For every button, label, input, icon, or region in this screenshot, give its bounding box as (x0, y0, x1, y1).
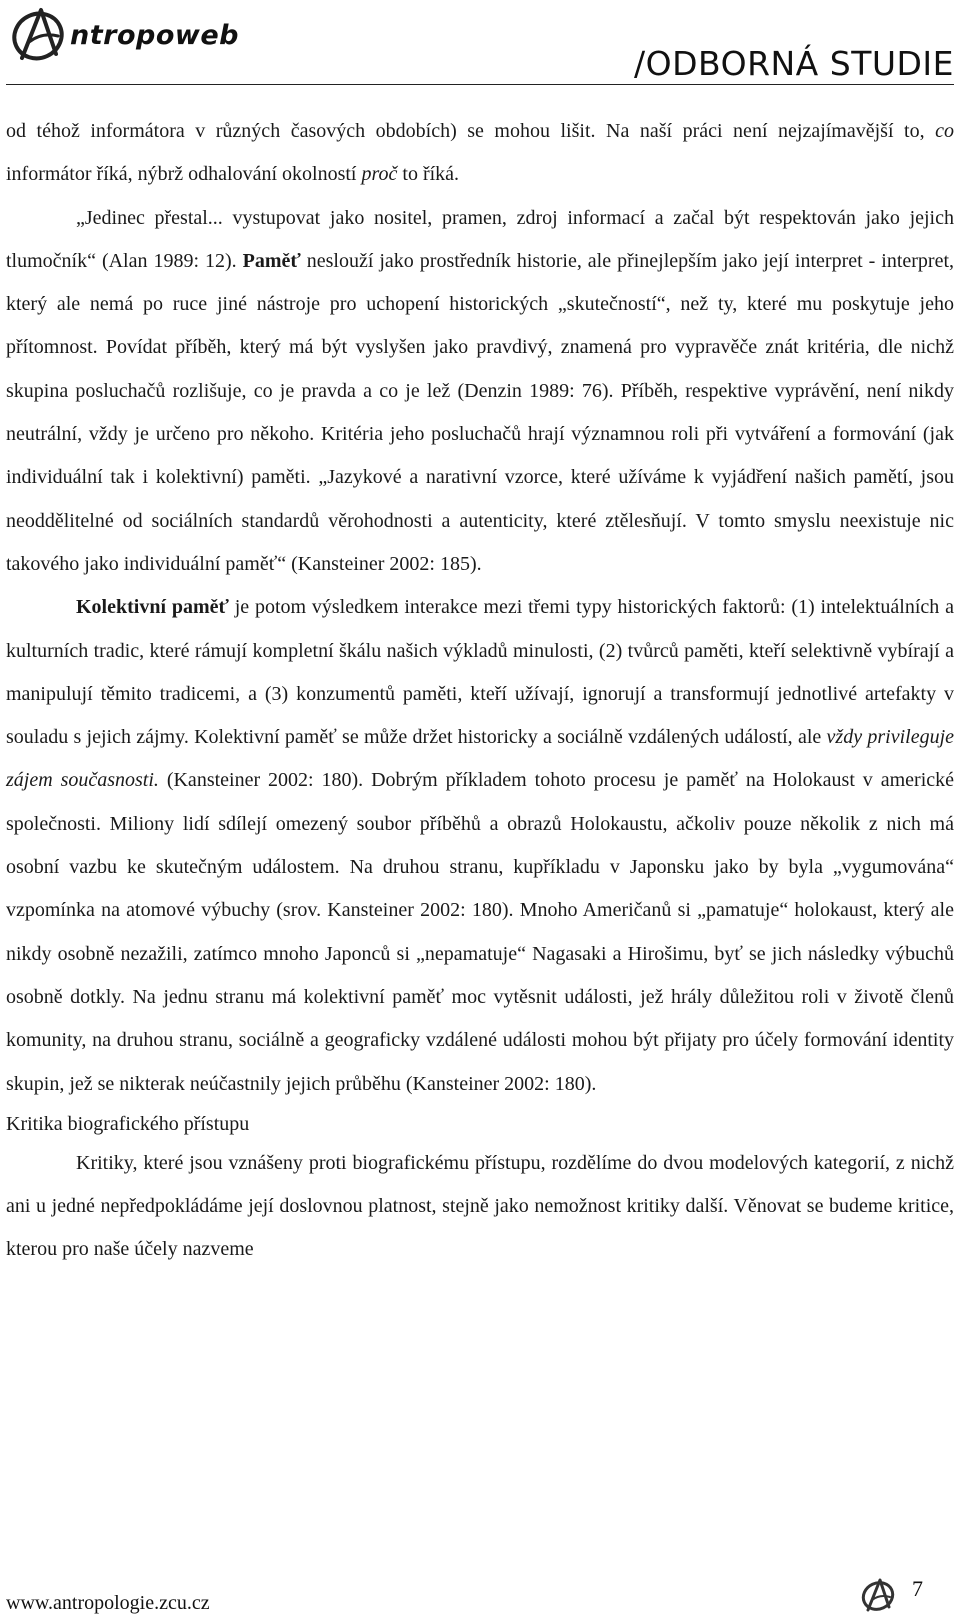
paragraph-2-text-c: neslouží jako prostředník historie, ale přinejlepším jako její interpret - interpret, který ale nemá po ruce jiné nástroje pro uchopení historických „skutečností“, než ty, které mu poskytuje jeho přítomnost. Povídat příběh, který má být vyslyšen jako pravdivý, znamená pro vypravěče znát kritéria, dle nichž skupina posluchačů rozlišuje, co je pravda a co je lež (Denzin 1989: 76). Příběh, respektive vyprávění, není nikdy neutrální, vždy je určeno pro někoho. Kritéria jeho posluchačů hrají významnou roli při vytváření a formování (jak individuální tak i kolektivní) paměti. „Jazykové a narativní vzorce, které užíváme k vyjádření našich pamětí, jsou neoddělitelné od sociálních standardů věrohodnosti a autenticity, které ztělesňují. V tomto smyslu neexistuje nic takového jako individuální paměť“ (Kansteiner 2002: 185). (6, 249, 955, 575)
term-pamet: Paměť (242, 249, 301, 272)
article-body (6, 110, 954, 1271)
emphasis-privileguje: vždy privileguje zájem současnosti. (6, 726, 954, 792)
paragraph-2-text-a: „Jedinec přestal... vystupovat jako nositel, pramen, zdroj informací a začal být respektován jako jejich tlumočník“ (Alan 1989: 12). (6, 206, 954, 272)
logo-wordmark: ntropoweb (70, 20, 239, 51)
emphasis-proc: proč (361, 163, 398, 186)
term-kolektivni-pamet: Kolektivní paměť (76, 596, 229, 619)
footer-url: www.antropologie.zcu.cz (6, 1592, 210, 1614)
paragraph-1-text-a: od téhož informátora v různých časových obdobích) se mohou lišit. Na naší práci není nejzajímavější to, (6, 120, 936, 142)
paragraph-1-text-c: informátor říká, nýbrž odhalování okolností (6, 163, 362, 186)
page-footer (0, 1520, 960, 1617)
section-heading: Kritika biografického přístupu (6, 1112, 250, 1135)
paragraph-4: Kritiky, které jsou vznášeny proti biografickému přístupu, rozdělíme do dvou modelových kategorií, z nichž ani u jedné nepředpokládáme její doslovnou platnost, stejně jako nemožnost kritiky další. Věnovat se budeme kritice, kterou pro naše účely nazveme (6, 1151, 954, 1260)
paragraph-3-text-b: je potom výsledkem interakce mezi třemi typy historických faktorů: (1) intelektuálních a kulturních tradic, které rámují kompletní škálu našich výkladů minulosti, (2) tvůrců paměti, kteří selektivně vybírají a manipulují těmito tradicemi, a (3) konzumentů paměti, kteří užívají, ignorují a transformují jednotlivé artefakty v souladu s jejich zájmy. Kolektivní paměť se může držet historicky a sociálně vzdálených událostí, ale (6, 596, 954, 749)
paragraph-1 (6, 110, 954, 197)
emphasis-co: co (935, 120, 954, 142)
page-header (0, 0, 960, 86)
section-label: /ODBORNÁ STUDIE (634, 44, 954, 83)
paragraph-3 (6, 586, 954, 1106)
paragraph-3-text-d: (Kansteiner 2002: 180). Dobrým příkladem tohoto procesu je paměť na Holokaust v americké společnosti. Miliony lidí sdílejí omezený soubor příběhů a obrazů Holokaustu, ačkoliv pouze několik z nich má osobní vazbu ke skutečným událostem. Na druhou stranu, kupříkladu v Japonsku jako by byla „vygumována“ vzpomínka na atomové výbuchy (srov. Kansteiner 2002: 180). Mnoho Američanů si „pamatuje“ holokaust, který ale nikdy osobně nezažili, zatímco mnoho Japonců si „nepamatuje“ Nagasaki a Hirošimu, byť se jich následky výbuchů osobně dotkly. Na jednu stranu má kolektivní paměť moc vytěsnit události, jež hrály důležitou roli v životě členů komunity, na druhou stranu, sociálně a geograficky vzdálené události mohou být přijaty pro účely formování identity skupin, jež se nikterak neúčastnily jejich průběhu (Kansteiner 2002: 180). (6, 769, 955, 1095)
paragraph-2 (6, 197, 954, 587)
page-number: 7 (912, 1576, 923, 1601)
antropoweb-logo (8, 2, 248, 66)
header-divider (6, 84, 954, 85)
antropoweb-small-logo-icon (858, 1574, 898, 1614)
paragraph-1-text-e: to říká. (397, 163, 460, 186)
